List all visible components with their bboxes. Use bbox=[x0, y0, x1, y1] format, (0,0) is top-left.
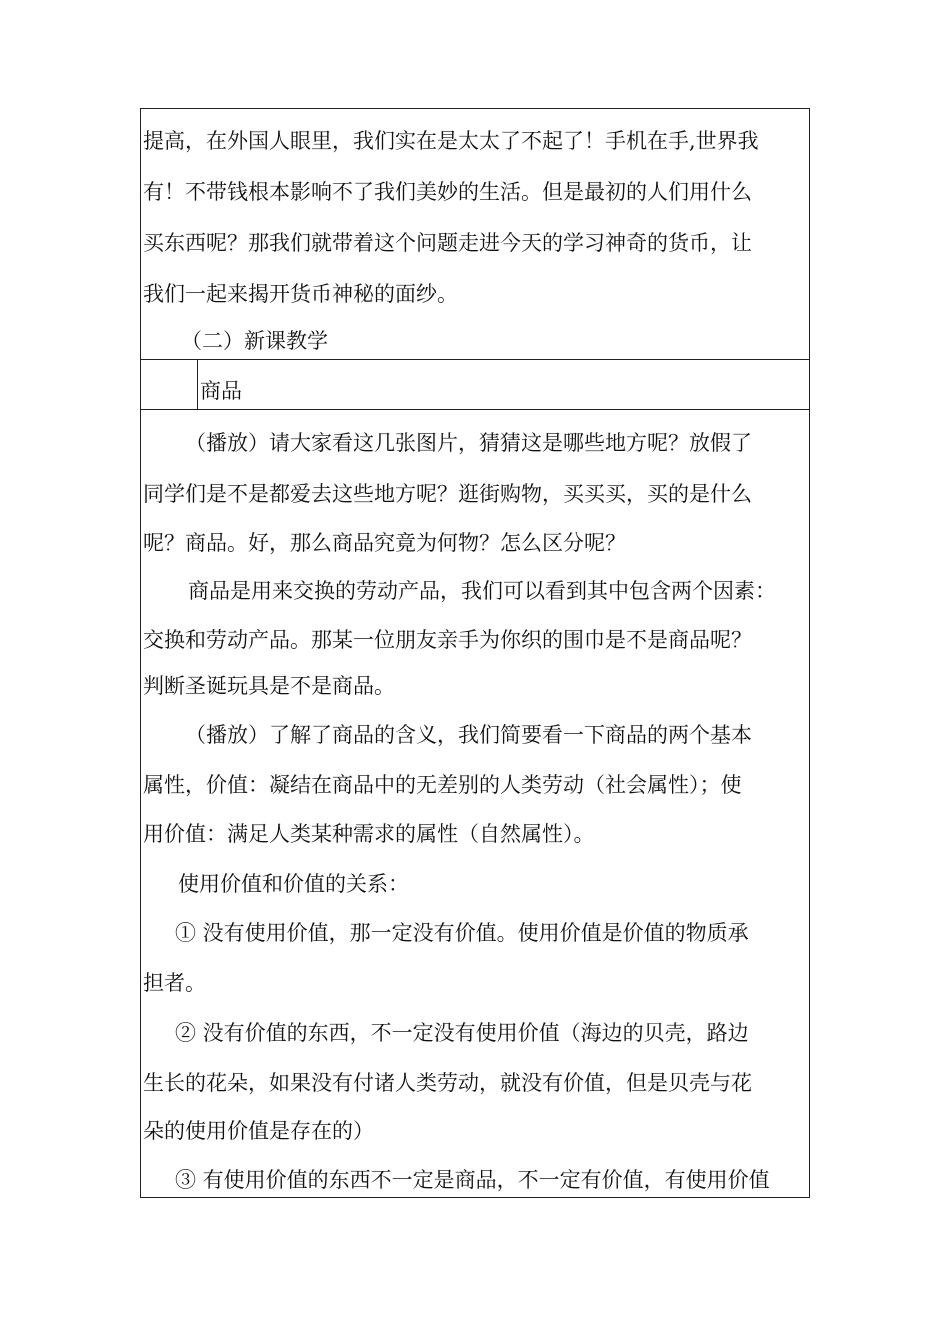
content-line-10: 使用价值和价值的关系： bbox=[178, 872, 409, 896]
content-line-5: 交换和劳动产品。那某一位朋友亲手为你织的围巾是不是商品呢？ bbox=[143, 628, 752, 652]
intro-line-4: 我们一起来揭开货币神秘的面纱。 bbox=[143, 282, 458, 306]
intro-line-1: 提高，在外国人眼里，我们实在是太太了不起了！手机在手,世界我 bbox=[143, 129, 759, 153]
content-line-1: （播放）请大家看这几张图片，猜猜这是哪些地方呢？放假了 bbox=[185, 431, 752, 455]
label-divider bbox=[197, 359, 198, 410]
intro-line-3: 买东西呢？那我们就带着这个问题走进今天的学习神奇的货币，让 bbox=[143, 231, 752, 255]
content-line-3: 呢？商品。好，那么商品究竟为何物？怎么区分呢？ bbox=[143, 531, 626, 555]
content-line-6: 判断圣诞玩具是不是商品。 bbox=[143, 674, 395, 698]
content-line-15: 朵的使用价值是存在的） bbox=[143, 1119, 374, 1143]
content-line-12: 担者。 bbox=[143, 971, 206, 995]
content-line-8: 属性，价值：凝结在商品中的无差别的人类劳动（社会属性）；使 bbox=[143, 773, 742, 797]
section-label: 商品 bbox=[200, 379, 242, 403]
content-line-16: ③ 有使用价值的东西不一定是商品，不一定有价值，有使用价值 bbox=[175, 1168, 770, 1192]
content-line-7: （播放）了解了商品的含义，我们简要看一下商品的两个基本 bbox=[185, 723, 752, 747]
content-line-9: 用价值：满足人类某种需求的属性（自然属性）。 bbox=[143, 822, 595, 846]
content-line-2: 同学们是不是都爱去这些地方呢？逛街购物，买买买，买的是什么 bbox=[143, 482, 752, 506]
content-line-13: ② 没有价值的东西，不一定没有使用价值（海边的贝壳，路边 bbox=[175, 1021, 749, 1045]
section-heading: （二）新课教学 bbox=[181, 329, 328, 353]
intro-line-2: 有！不带钱根本影响不了我们美妙的生活。但是最初的人们用什么 bbox=[143, 180, 752, 204]
content-line-11: ① 没有使用价值，那一定没有价值。使用价值是价值的物质承 bbox=[175, 921, 749, 945]
content-line-14: 生长的花朵，如果没有付诸人类劳动，就没有价值，但是贝壳与花 bbox=[143, 1071, 752, 1095]
content-line-4: 商品是用来交换的劳动产品，我们可以看到其中包含两个因素： bbox=[188, 579, 776, 603]
